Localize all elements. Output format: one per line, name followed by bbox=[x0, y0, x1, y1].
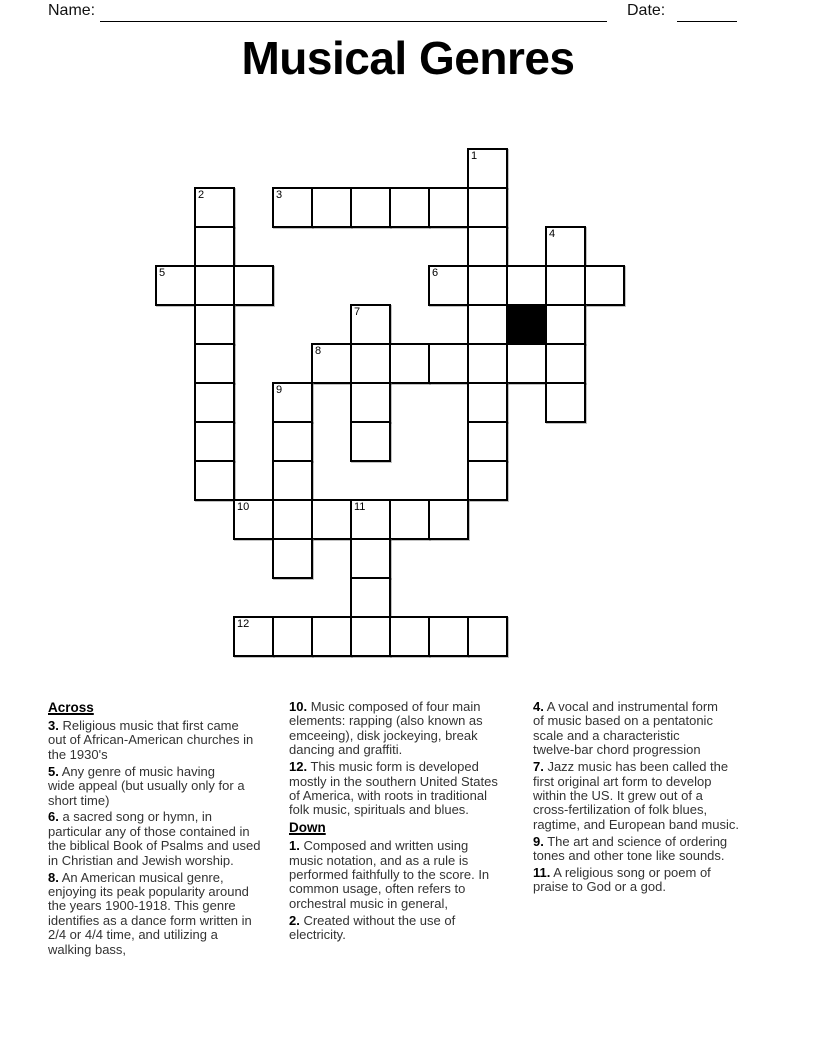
grid-cell[interactable] bbox=[350, 499, 391, 540]
grid-cell[interactable] bbox=[389, 616, 430, 657]
clue-line: elements: rapping (also known as bbox=[289, 713, 483, 729]
clue-line: out of African-American churches in bbox=[48, 732, 254, 748]
cell-number: 10 bbox=[237, 501, 250, 513]
cell-number: 12 bbox=[237, 618, 250, 630]
grid-cell[interactable] bbox=[506, 265, 547, 306]
down-header: Down bbox=[289, 820, 326, 836]
grid-cell[interactable] bbox=[467, 616, 508, 657]
clue-line: praise to God or a god. bbox=[533, 879, 666, 895]
clue-line: 5. Any genre of music having bbox=[48, 763, 215, 779]
clue-line: short time) bbox=[48, 792, 110, 808]
grid-cell[interactable] bbox=[545, 226, 586, 267]
clue-line: 7. Jazz music has been called the bbox=[533, 759, 729, 775]
clue-line: 4. A vocal and instrumental form bbox=[533, 699, 718, 714]
clue-column-right bbox=[533, 700, 739, 897]
clue-4-down bbox=[533, 700, 739, 758]
clue-column-left bbox=[48, 700, 260, 960]
clue-line: orchestral music in general, bbox=[289, 895, 448, 911]
grid-cell[interactable] bbox=[272, 538, 313, 579]
grid-cell[interactable] bbox=[467, 382, 508, 423]
clue-3-across bbox=[48, 719, 260, 762]
clue-line: tones and other tone like sounds. bbox=[533, 848, 725, 864]
clue-line: the years 1900-1918. This genre bbox=[48, 898, 236, 914]
grid-cell[interactable] bbox=[467, 265, 508, 306]
clue-line: in Christian and Jewish worship. bbox=[48, 852, 234, 868]
cell-number: 6 bbox=[432, 267, 439, 279]
clue-line: 12. This music form is developed bbox=[289, 759, 479, 775]
grid-cell[interactable] bbox=[233, 616, 274, 657]
clue-12-across bbox=[289, 760, 498, 818]
grid-cell[interactable] bbox=[389, 343, 430, 384]
grid-cell[interactable] bbox=[233, 265, 274, 306]
grid-cell[interactable] bbox=[428, 187, 469, 228]
grid-cell[interactable] bbox=[545, 343, 586, 384]
grid-cell[interactable] bbox=[194, 226, 235, 267]
clue-line: enjoying its peak popularity around bbox=[48, 883, 249, 899]
grid-cell[interactable] bbox=[467, 148, 508, 189]
grid-cell[interactable] bbox=[272, 460, 313, 501]
clue-line: 1. Composed and written using bbox=[289, 838, 469, 854]
clue-8-across bbox=[48, 871, 260, 957]
clue-line: the 1930's bbox=[48, 746, 108, 762]
grid-cell[interactable] bbox=[272, 499, 313, 540]
clue-line: ragtime, and European band music. bbox=[533, 816, 739, 832]
grid-cell[interactable] bbox=[194, 343, 235, 384]
black-cell bbox=[506, 304, 547, 345]
clue-column-middle bbox=[289, 700, 498, 945]
grid-cell[interactable] bbox=[428, 616, 469, 657]
cell-number: 2 bbox=[198, 189, 205, 201]
grid-cell[interactable] bbox=[389, 499, 430, 540]
grid-cell[interactable] bbox=[272, 187, 313, 228]
grid-cell[interactable] bbox=[350, 187, 391, 228]
grid-cell[interactable] bbox=[350, 304, 391, 345]
clue-line: particular any of those contained in bbox=[48, 823, 250, 839]
clue-line: 10. Music composed of four main bbox=[289, 699, 481, 714]
date-label: Date: bbox=[627, 2, 666, 19]
grid-cell[interactable] bbox=[311, 616, 352, 657]
grid-cell[interactable] bbox=[584, 265, 625, 306]
clue-line: 2/4 or 4/4 time, and utilizing a bbox=[48, 927, 218, 943]
grid-cell[interactable] bbox=[506, 343, 547, 384]
cell-number: 1 bbox=[471, 150, 478, 162]
clue-2-down bbox=[289, 914, 498, 943]
grid-cell[interactable] bbox=[194, 460, 235, 501]
clue-line: of America, with roots in traditional bbox=[289, 787, 487, 803]
clue-line: 3. Religious music that first came bbox=[48, 718, 239, 733]
cell-number: 11 bbox=[354, 501, 366, 513]
grid-cell[interactable] bbox=[467, 460, 508, 501]
clue-line: of music based on a pentatonic bbox=[533, 713, 713, 729]
grid-cell[interactable] bbox=[467, 304, 508, 345]
grid-cell[interactable] bbox=[272, 421, 313, 462]
grid-cell[interactable] bbox=[194, 187, 235, 228]
clue-line: walking bass, bbox=[48, 941, 127, 957]
clue-line: first original art form to develop bbox=[533, 773, 712, 789]
grid-cell[interactable] bbox=[311, 343, 352, 384]
date-line[interactable] bbox=[677, 0, 737, 22]
clue-line: common usage, often refers to bbox=[289, 881, 466, 897]
grid-cell[interactable] bbox=[350, 343, 391, 384]
clue-line: emceeing), disk jockeying, break bbox=[289, 727, 478, 743]
across-header: Across bbox=[48, 700, 94, 715]
grid-cell[interactable] bbox=[467, 226, 508, 267]
crossword-grid bbox=[155, 148, 625, 657]
clue-line: identifies as a dance form written in bbox=[48, 912, 252, 928]
grid-cell[interactable] bbox=[467, 421, 508, 462]
grid-cell[interactable] bbox=[272, 616, 313, 657]
cell-number: 9 bbox=[276, 384, 283, 396]
clue-6-across bbox=[48, 810, 260, 868]
name-label: Name: bbox=[48, 2, 96, 19]
grid-cell[interactable] bbox=[467, 343, 508, 384]
grid-cell[interactable] bbox=[545, 265, 586, 306]
clue-line: performed faithfully to the score. In bbox=[289, 867, 490, 883]
clue-line: folk music, spirituals and blues. bbox=[289, 802, 469, 818]
clue-9-down bbox=[533, 835, 739, 864]
grid-cell[interactable] bbox=[350, 616, 391, 657]
grid-cell[interactable] bbox=[428, 499, 469, 540]
cell-number: 4 bbox=[549, 228, 556, 240]
grid-cell[interactable] bbox=[545, 382, 586, 423]
clue-line: scale and a characteristic bbox=[533, 727, 680, 743]
clue-7-down bbox=[533, 760, 739, 832]
grid-cell[interactable] bbox=[350, 538, 391, 579]
cell-number: 3 bbox=[276, 189, 283, 201]
cell-number: 7 bbox=[354, 306, 361, 318]
clue-line: mostly in the southern United States bbox=[289, 773, 498, 789]
clue-line: within the US. It grew out of a bbox=[533, 787, 703, 803]
grid-cell[interactable] bbox=[155, 265, 196, 306]
grid-cell[interactable] bbox=[350, 577, 391, 618]
cell-number: 5 bbox=[159, 267, 166, 279]
clue-11-down bbox=[533, 866, 739, 895]
clue-line: 11. A religious song or poem of bbox=[533, 864, 711, 880]
clue-5-across bbox=[48, 765, 260, 808]
grid-cell[interactable] bbox=[545, 304, 586, 345]
grid-cell[interactable] bbox=[350, 382, 391, 423]
clue-line: 2. Created without the use of bbox=[289, 912, 456, 928]
grid-cell[interactable] bbox=[194, 382, 235, 423]
clue-line: 9. The art and science of ordering bbox=[533, 833, 728, 849]
clue-line: dancing and graffiti. bbox=[289, 742, 403, 758]
grid-cell[interactable] bbox=[194, 421, 235, 462]
clue-1-down bbox=[289, 839, 498, 911]
grid-cell[interactable] bbox=[194, 304, 235, 345]
clue-line: twelve-bar chord progression bbox=[533, 742, 701, 758]
grid-cell[interactable] bbox=[428, 343, 469, 384]
page-title: Musical Genres bbox=[241, 32, 575, 84]
clue-line: electricity. bbox=[289, 927, 346, 943]
clue-line: cross-fertilization of folk blues, bbox=[533, 802, 708, 818]
name-line[interactable] bbox=[100, 0, 607, 22]
grid-cell[interactable] bbox=[272, 382, 313, 423]
grid-cell[interactable] bbox=[389, 187, 430, 228]
grid-cell[interactable] bbox=[233, 499, 274, 540]
clue-line: wide appeal (but usually only for a bbox=[48, 778, 245, 794]
grid-cell[interactable] bbox=[311, 187, 352, 228]
cell-number: 8 bbox=[315, 345, 322, 357]
grid-cell[interactable] bbox=[428, 265, 469, 306]
clue-line: the biblical Book of Psalms and used bbox=[48, 838, 261, 854]
grid-cell[interactable] bbox=[311, 499, 352, 540]
grid-cell[interactable] bbox=[467, 187, 508, 228]
grid-cell[interactable] bbox=[350, 421, 391, 462]
clue-line: 8. An American musical genre, bbox=[48, 869, 224, 885]
clue-line: music notation, and as a rule is bbox=[289, 852, 469, 868]
clue-line: 6. a sacred song or hymn, in bbox=[48, 809, 213, 825]
clue-10-across bbox=[289, 700, 498, 758]
grid-cell[interactable] bbox=[194, 265, 235, 306]
